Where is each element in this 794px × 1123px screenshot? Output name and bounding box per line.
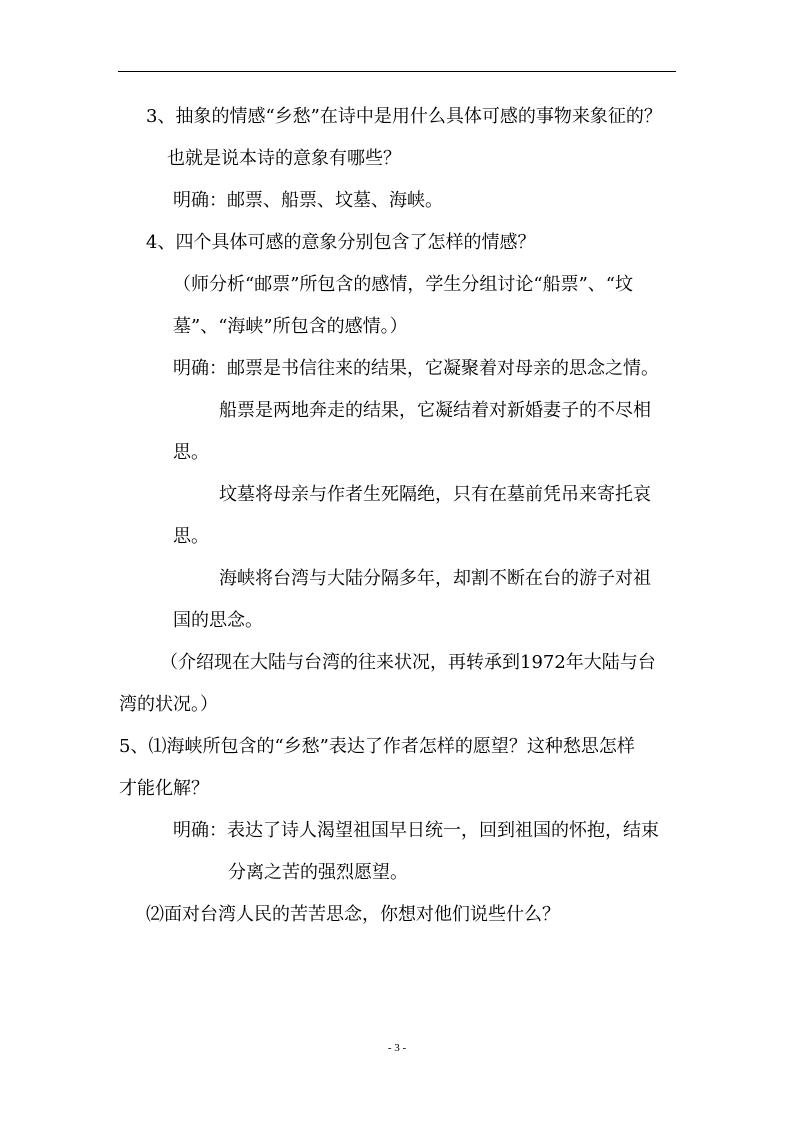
answer-4-grave-line-2: 思。: [173, 526, 209, 547]
answer-5-1-line-1: 明确：表达了诗人渴望祖国早日统一，回到祖国的怀抱，结束: [173, 820, 659, 841]
question-3-line-1: 3、抽象的情感“乡愁”在诗中是用什么具体可感的事物来象征的？: [146, 106, 662, 127]
question-5-2: ⑵面对台湾人民的苦苦思念，你想对他们说些什么？: [146, 904, 560, 925]
note-4-line-1: （师分析“邮票”所包含的感情，学生分组讨论“船票”、“坟: [173, 274, 634, 295]
note-introduction-line-1: （介绍现在大陆与台湾的往来状况，再转承到1972年大陆与台: [160, 652, 656, 673]
page-number: - 3 -: [387, 1042, 407, 1054]
answer-4-grave-line-1: 坟墓将母亲与作者生死隔绝，只有在墓前凭吊来寄托哀: [219, 484, 651, 505]
answer-3: 明确：邮票、船票、坟墓、海峡。: [173, 190, 443, 211]
answer-4-ticket-line-2: 思。: [173, 442, 209, 463]
question-3-line-2: 也就是说本诗的意象有哪些？: [167, 148, 401, 169]
header-rule: [118, 71, 676, 72]
answer-5-1-line-2: 分离之苦的强烈愿望。: [228, 862, 408, 883]
note-introduction-line-2: 湾的状况。）: [119, 694, 218, 715]
answer-4-ticket-line-1: 船票是两地奔走的结果，它凝结着对新婚妻子的不尽相: [219, 400, 651, 421]
answer-4-strait-line-2: 国的思念。: [173, 610, 263, 631]
answer-4-strait-line-1: 海峡将台湾与大陆分隔多年，却割不断在台的游子对祖: [219, 568, 651, 589]
note-4-line-2: 墓”、“海峡”所包含的感情。）: [173, 316, 408, 337]
question-5-1-line-2: 才能化解？: [119, 778, 209, 799]
question-5-1-line-1: 5、⑴海峡所包含的“乡愁”表达了作者怎样的愿望？这种愁思怎样: [119, 736, 635, 757]
question-4: 4、四个具体可感的意象分别包含了怎样的情感？: [146, 232, 536, 253]
answer-4-stamp: 明确：邮票是书信往来的结果，它凝聚着对母亲的思念之情。: [173, 358, 659, 379]
